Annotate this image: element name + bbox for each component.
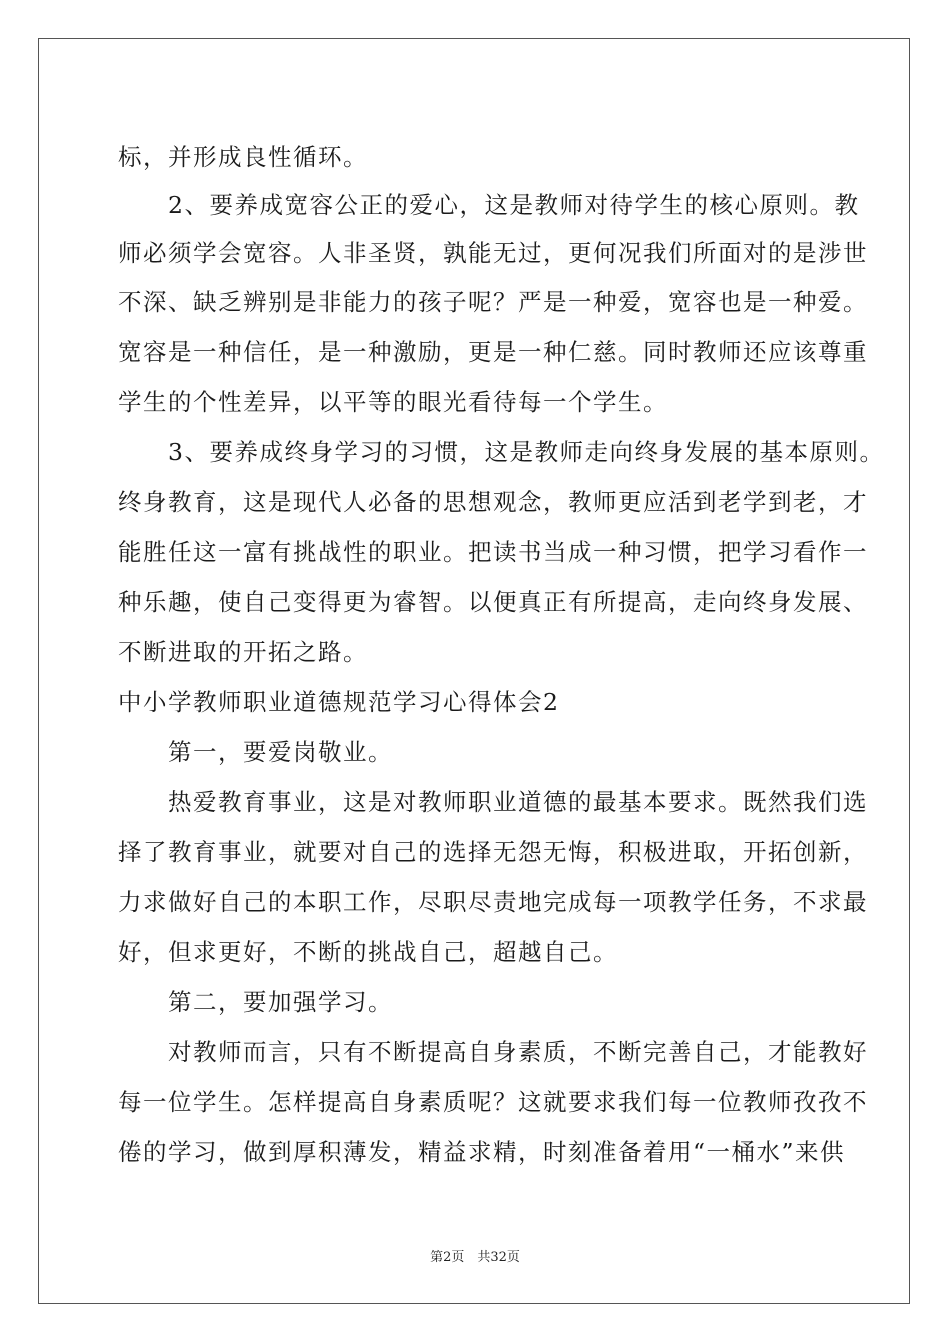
text-line: 择了教育事业，就要对自己的选择无怨无悔，积极进取，开拓创新，	[118, 838, 868, 866]
text-line: 不断进取的开拓之路。	[118, 638, 368, 666]
text-line: 能胜任这一富有挑战性的职业。把读书当成一种习惯，把学习看作一	[118, 538, 868, 566]
text-line: 标，并形成良性循环。	[118, 143, 368, 171]
text-line: 每一位学生。怎样提高自身素质呢？这就要求我们每一位教师孜孜不	[118, 1088, 868, 1116]
text-line: 好，但求更好，不断的挑战自己，超越自己。	[118, 938, 618, 966]
text-line: 不深、缺乏辨别是非能力的孩子呢？严是一种爱，宽容也是一种爱。	[118, 288, 868, 316]
text-line: 倦的学习，做到厚积薄发，精益求精，时刻准备着用“一桶水”来供	[118, 1138, 846, 1166]
text-line: 力求做好自己的本职工作，尽职尽责地完成每一项教学任务，不求最	[118, 888, 868, 916]
text-line: 宽容是一种信任，是一种激励，更是一种仁慈。同时教师还应该尊重	[118, 338, 868, 366]
text-line: 热爱教育事业，这是对教师职业道德的最基本要求。既然我们选	[118, 788, 868, 816]
section-title: 中小学教师职业道德规范学习心得体会2	[118, 688, 560, 716]
text-line: 师必须学会宽容。人非圣贤，孰能无过，更何况我们所面对的是涉世	[118, 239, 868, 267]
text-line: 第一，要爱岗敬业。	[118, 738, 393, 766]
text-line: 3、要养成终身学习的习惯，这是教师走向终身发展的基本原则。	[118, 438, 885, 466]
text-line: 对教师而言，只有不断提高自身素质，不断完善自己，才能教好	[118, 1038, 868, 1066]
text-line: 种乐趣，使自己变得更为睿智。以便真正有所提高，走向终身发展、	[118, 588, 868, 616]
page-number: 第2页 共32页	[430, 1250, 520, 1265]
text-line: 终身教育，这是现代人必备的思想观念，教师更应活到老学到老，才	[118, 488, 868, 516]
text-line: 2、要养成宽容公正的爱心，这是教师对待学生的核心原则。教	[118, 191, 860, 219]
text-line: 第二，要加强学习。	[118, 988, 393, 1016]
text-line: 学生的个性差异，以平等的眼光看待每一个学生。	[118, 388, 668, 416]
